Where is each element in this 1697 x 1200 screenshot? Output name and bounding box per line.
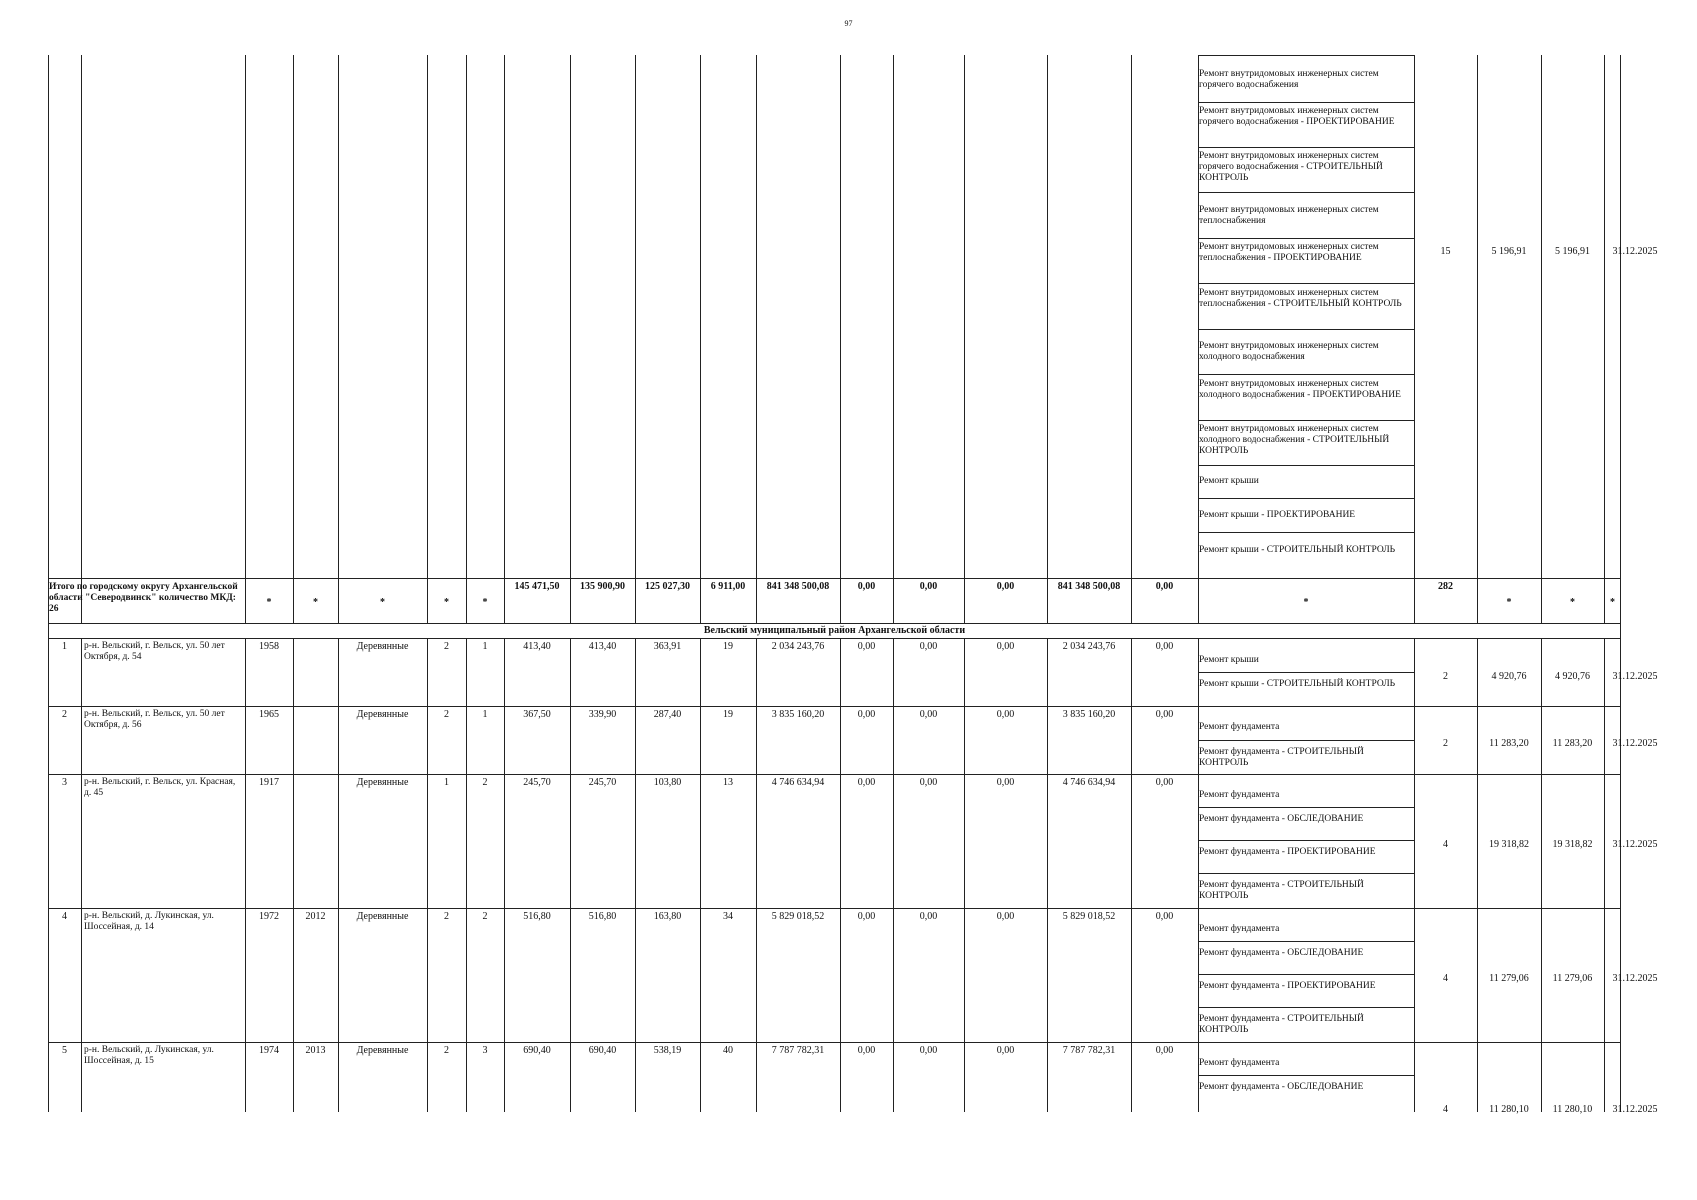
work-item: Ремонт фундамента - ОБСЛЕДОВАНИЕ bbox=[1199, 814, 1364, 824]
work-cost: 19 318,82 bbox=[1489, 839, 1529, 850]
row-entrances: 1 bbox=[482, 709, 488, 720]
col-rule bbox=[1604, 55, 1605, 1112]
col-rule bbox=[1477, 55, 1478, 1112]
work-cost-limit: 11 279,06 bbox=[1552, 973, 1593, 984]
row-entrances: 1 bbox=[482, 641, 488, 652]
row-floors: 2 bbox=[444, 641, 449, 652]
work-cost: 11 280,10 bbox=[1489, 1104, 1529, 1115]
work-item: Ремонт внутридомовых инженерных систем теплоснабжения bbox=[1199, 205, 1379, 226]
row-fund: 0,00 bbox=[857, 641, 876, 652]
work-count: 4 bbox=[1443, 973, 1448, 984]
row-fund: 0,00 bbox=[1155, 641, 1174, 652]
work-deadline: 31.12.2025 bbox=[1612, 1104, 1658, 1115]
total-area-premises: 135 900,90 bbox=[580, 581, 625, 592]
row-fund: 0,00 bbox=[1155, 1045, 1174, 1056]
work-deadline: 31.12.2025 bbox=[1612, 246, 1658, 257]
total-star: * bbox=[1303, 597, 1309, 608]
row-fund: 3 835 160,20 bbox=[1062, 709, 1116, 720]
row-number: 4 bbox=[62, 911, 67, 922]
row-fund: 0,00 bbox=[1155, 911, 1174, 922]
row-fund: 2 034 243,76 bbox=[1062, 641, 1116, 652]
work-item: Ремонт фундамента - ПРОЕКТИРОВАНИЕ bbox=[1199, 847, 1376, 857]
row-residents: 19 bbox=[723, 709, 733, 720]
row-area-residential: 103,80 bbox=[653, 777, 682, 788]
total-fund: 0,00 bbox=[996, 581, 1015, 592]
work-item: Ремонт фундамента - ОБСЛЕДОВАНИЕ bbox=[1199, 1082, 1364, 1092]
row-address: р-н. Вельский, д. Лукинская, ул. Шоссейная, д. 14 bbox=[84, 911, 214, 932]
total-area: 145 471,50 bbox=[514, 581, 560, 592]
row-year-built: 1958 bbox=[259, 641, 279, 652]
total-fund: 0,00 bbox=[1155, 581, 1174, 592]
row-address: р-н. Вельский, г. Вельск, ул. 50 лет Октября, д. 54 bbox=[84, 641, 225, 662]
row-fund: 0,00 bbox=[919, 777, 938, 788]
row-year-built: 1965 bbox=[259, 709, 279, 720]
row-floors: 2 bbox=[444, 709, 449, 720]
row-fund: 4 746 634,94 bbox=[1062, 777, 1116, 788]
row-year-reconstruction: 2013 bbox=[305, 1045, 326, 1056]
row-year-reconstruction: 2012 bbox=[305, 911, 326, 922]
work-item: Ремонт фундамента bbox=[1199, 924, 1280, 934]
work-count: 4 bbox=[1443, 839, 1448, 850]
row-cost-total: 2 034 243,76 bbox=[771, 641, 825, 652]
row-fund: 0,00 bbox=[919, 641, 938, 652]
row-fund: 0,00 bbox=[857, 1045, 876, 1056]
row-number: 3 bbox=[62, 777, 67, 788]
work-item: Ремонт фундамента bbox=[1199, 1058, 1280, 1068]
row-fund: 7 787 782,31 bbox=[1062, 1045, 1116, 1056]
work-count: 15 bbox=[1440, 246, 1451, 257]
total-residents: 6 911,00 bbox=[710, 581, 746, 592]
work-item: Ремонт фундамента bbox=[1199, 790, 1280, 800]
total-fund: 0,00 bbox=[919, 581, 938, 592]
row-area-premises: 245,70 bbox=[588, 777, 617, 788]
work-item: Ремонт внутридомовых инженерных систем теплоснабжения - ПРОЕКТИРОВАНИЕ bbox=[1199, 242, 1379, 263]
work-deadline: 31.12.2025 bbox=[1612, 738, 1658, 749]
row-area-total: 413,40 bbox=[523, 641, 551, 652]
work-item: Ремонт крыши bbox=[1199, 476, 1259, 486]
total-star: * bbox=[380, 597, 385, 608]
work-deadline: 31.12.2025 bbox=[1612, 671, 1658, 682]
row-fund: 0,00 bbox=[857, 777, 876, 788]
col-rule bbox=[245, 55, 246, 1112]
row-area-total: 245,70 bbox=[523, 777, 551, 788]
row-fund: 0,00 bbox=[996, 709, 1015, 720]
work-cost-limit: 4 920,76 bbox=[1555, 671, 1590, 682]
row-area-total: 516,80 bbox=[523, 911, 551, 922]
work-item: Ремонт крыши bbox=[1199, 655, 1259, 665]
row-area-premises: 339,90 bbox=[588, 709, 617, 720]
total-fund: 0,00 bbox=[857, 581, 876, 592]
total-row-label: Итого по городскому округу Архангельской области "Северодвинск" количество МКД: 26 bbox=[49, 582, 238, 614]
row-year-built: 1974 bbox=[259, 1045, 279, 1056]
row-number: 2 bbox=[62, 709, 67, 720]
row-fund: 0,00 bbox=[857, 709, 876, 720]
row-address: р-н. Вельский, д. Лукинская, ул. Шоссейная, д. 15 bbox=[84, 1045, 214, 1066]
work-item: Ремонт внутридомовых инженерных систем холодного водоснабжения - ПРОЕКТИРОВАНИЕ bbox=[1199, 379, 1401, 400]
col-rule bbox=[1541, 55, 1542, 1112]
row-area-premises: 516,80 bbox=[588, 911, 617, 922]
work-cost-limit: 11 283,20 bbox=[1552, 738, 1593, 749]
row-entrances: 3 bbox=[482, 1045, 488, 1056]
work-item: Ремонт фундамента bbox=[1199, 722, 1280, 732]
work-deadline: 31.12.2025 bbox=[1612, 839, 1658, 850]
row-entrances: 2 bbox=[482, 911, 488, 922]
work-item: Ремонт внутридомовых инженерных систем теплоснабжения - СТРОИТЕЛЬНЫЙ КОНТРОЛЬ bbox=[1199, 288, 1402, 309]
work-item: Ремонт внутридомовых инженерных систем горячего водоснабжения - СТРОИТЕЛЬНЫЙ КОНТРОЛЬ bbox=[1199, 151, 1383, 183]
work-item: Ремонт фундамента - СТРОИТЕЛЬНЫЙ КОНТРОЛЬ bbox=[1199, 880, 1364, 901]
row-year-built: 1972 bbox=[259, 911, 279, 922]
row-address: р-н. Вельский, г. Вельск, ул. Красная, д. 45 bbox=[84, 777, 236, 798]
total-star: * bbox=[1506, 597, 1512, 608]
row-fund: 0,00 bbox=[996, 641, 1015, 652]
row-residents: 19 bbox=[723, 641, 733, 652]
col-rule bbox=[466, 55, 467, 1112]
work-item: Ремонт фундамента - ОБСЛЕДОВАНИЕ bbox=[1199, 948, 1364, 958]
row-area-premises: 413,40 bbox=[588, 641, 617, 652]
row-wall-material: Деревянные bbox=[356, 1045, 409, 1056]
row-fund: 0,00 bbox=[996, 1045, 1015, 1056]
row-year-built: 1917 bbox=[259, 777, 279, 788]
total-cost: 841 348 500,08 bbox=[766, 581, 830, 592]
total-count: 282 bbox=[1438, 581, 1453, 592]
row-area-total: 690,40 bbox=[523, 1045, 551, 1056]
work-cost: 5 196,91 bbox=[1491, 246, 1527, 257]
row-address: р-н. Вельский, г. Вельск, ул. 50 лет Октября, д. 56 bbox=[84, 709, 225, 730]
total-area-residential: 125 027,30 bbox=[645, 581, 690, 592]
row-cost-total: 4 746 634,94 bbox=[771, 777, 825, 788]
total-star: * bbox=[1610, 597, 1615, 608]
work-count: 2 bbox=[1443, 671, 1448, 682]
work-cost: 4 920,76 bbox=[1491, 671, 1527, 682]
row-cost-total: 3 835 160,20 bbox=[771, 709, 825, 720]
work-cost-limit: 11 280,10 bbox=[1552, 1104, 1593, 1115]
row-wall-material: Деревянные bbox=[356, 709, 409, 720]
col-rule bbox=[293, 55, 294, 1112]
row-floors: 2 bbox=[444, 1045, 449, 1056]
row-wall-material: Деревянные bbox=[356, 911, 409, 922]
work-count: 4 bbox=[1443, 1104, 1448, 1115]
work-item: Ремонт фундамента - СТРОИТЕЛЬНЫЙ КОНТРОЛЬ bbox=[1199, 747, 1364, 768]
row-residents: 13 bbox=[723, 777, 733, 788]
total-star: * bbox=[444, 597, 449, 608]
row-area-residential: 538,19 bbox=[653, 1045, 682, 1056]
row-fund: 0,00 bbox=[1155, 709, 1174, 720]
work-item: Ремонт внутридомовых инженерных систем горячего водоснабжения - ПРОЕКТИРОВАНИЕ bbox=[1199, 106, 1395, 127]
row-fund: 0,00 bbox=[1155, 777, 1174, 788]
work-cost-limit: 5 196,91 bbox=[1555, 246, 1590, 257]
row-cost-total: 7 787 782,31 bbox=[771, 1045, 825, 1056]
row-fund: 0,00 bbox=[996, 777, 1015, 788]
work-cost-limit: 19 318,82 bbox=[1552, 839, 1593, 850]
row-wall-material: Деревянные bbox=[356, 641, 409, 652]
work-cost: 11 283,20 bbox=[1489, 738, 1529, 749]
row-area-premises: 690,40 bbox=[588, 1045, 617, 1056]
row-floors: 2 bbox=[444, 911, 449, 922]
total-star: * bbox=[313, 597, 318, 608]
work-item: Ремонт фундамента - ПРОЕКТИРОВАНИЕ bbox=[1199, 981, 1376, 991]
row-area-residential: 287,40 bbox=[653, 709, 682, 720]
row-fund: 0,00 bbox=[996, 911, 1015, 922]
row-residents: 40 bbox=[723, 1045, 733, 1056]
page-number: 97 bbox=[844, 19, 853, 28]
row-number: 1 bbox=[62, 641, 67, 652]
total-star: * bbox=[482, 597, 488, 608]
row-cost-total: 5 829 018,52 bbox=[771, 911, 825, 922]
col-rule bbox=[1620, 55, 1621, 1112]
work-item: Ремонт фундамента - СТРОИТЕЛЬНЫЙ КОНТРОЛЬ bbox=[1199, 1014, 1364, 1035]
row-entrances: 2 bbox=[482, 777, 488, 788]
row-area-total: 367,50 bbox=[523, 709, 551, 720]
work-item: Ремонт крыши - СТРОИТЕЛЬНЫЙ КОНТРОЛЬ bbox=[1199, 545, 1396, 555]
work-item: Ремонт внутридомовых инженерных систем холодного водоснабжения bbox=[1199, 341, 1379, 362]
section-title: Вельский муниципальный район Архангельской области bbox=[703, 625, 966, 636]
work-cost: 11 279,06 bbox=[1489, 973, 1529, 984]
row-fund: 0,00 bbox=[919, 911, 938, 922]
row-fund: 0,00 bbox=[919, 709, 938, 720]
col-rule bbox=[427, 55, 428, 1112]
row-residents: 34 bbox=[723, 911, 733, 922]
work-item: Ремонт внутридомовых инженерных систем холодного водоснабжения - СТРОИТЕЛЬНЫЙ КОНТРОЛЬ bbox=[1199, 424, 1390, 456]
row-fund: 0,00 bbox=[857, 911, 876, 922]
row-number: 5 bbox=[62, 1045, 67, 1056]
total-star: * bbox=[266, 597, 272, 608]
work-item: Ремонт крыши - СТРОИТЕЛЬНЫЙ КОНТРОЛЬ bbox=[1199, 679, 1396, 689]
total-star: * bbox=[1570, 597, 1575, 608]
row-area-residential: 163,80 bbox=[653, 911, 682, 922]
total-fund: 841 348 500,08 bbox=[1057, 581, 1121, 592]
row-fund: 5 829 018,52 bbox=[1062, 911, 1116, 922]
work-count: 2 bbox=[1443, 738, 1448, 749]
work-item: Ремонт внутридомовых инженерных систем горячего водоснабжения bbox=[1199, 69, 1379, 90]
repair-program-table bbox=[48, 55, 1658, 1115]
row-wall-material: Деревянные bbox=[356, 777, 409, 788]
row-fund: 0,00 bbox=[919, 1045, 938, 1056]
col-rule bbox=[338, 55, 339, 1112]
row-area-residential: 363,91 bbox=[653, 641, 682, 652]
row-floors: 1 bbox=[444, 777, 449, 788]
work-deadline: 31.12.2025 bbox=[1612, 973, 1658, 984]
work-item: Ремонт крыши - ПРОЕКТИРОВАНИЕ bbox=[1199, 510, 1356, 520]
